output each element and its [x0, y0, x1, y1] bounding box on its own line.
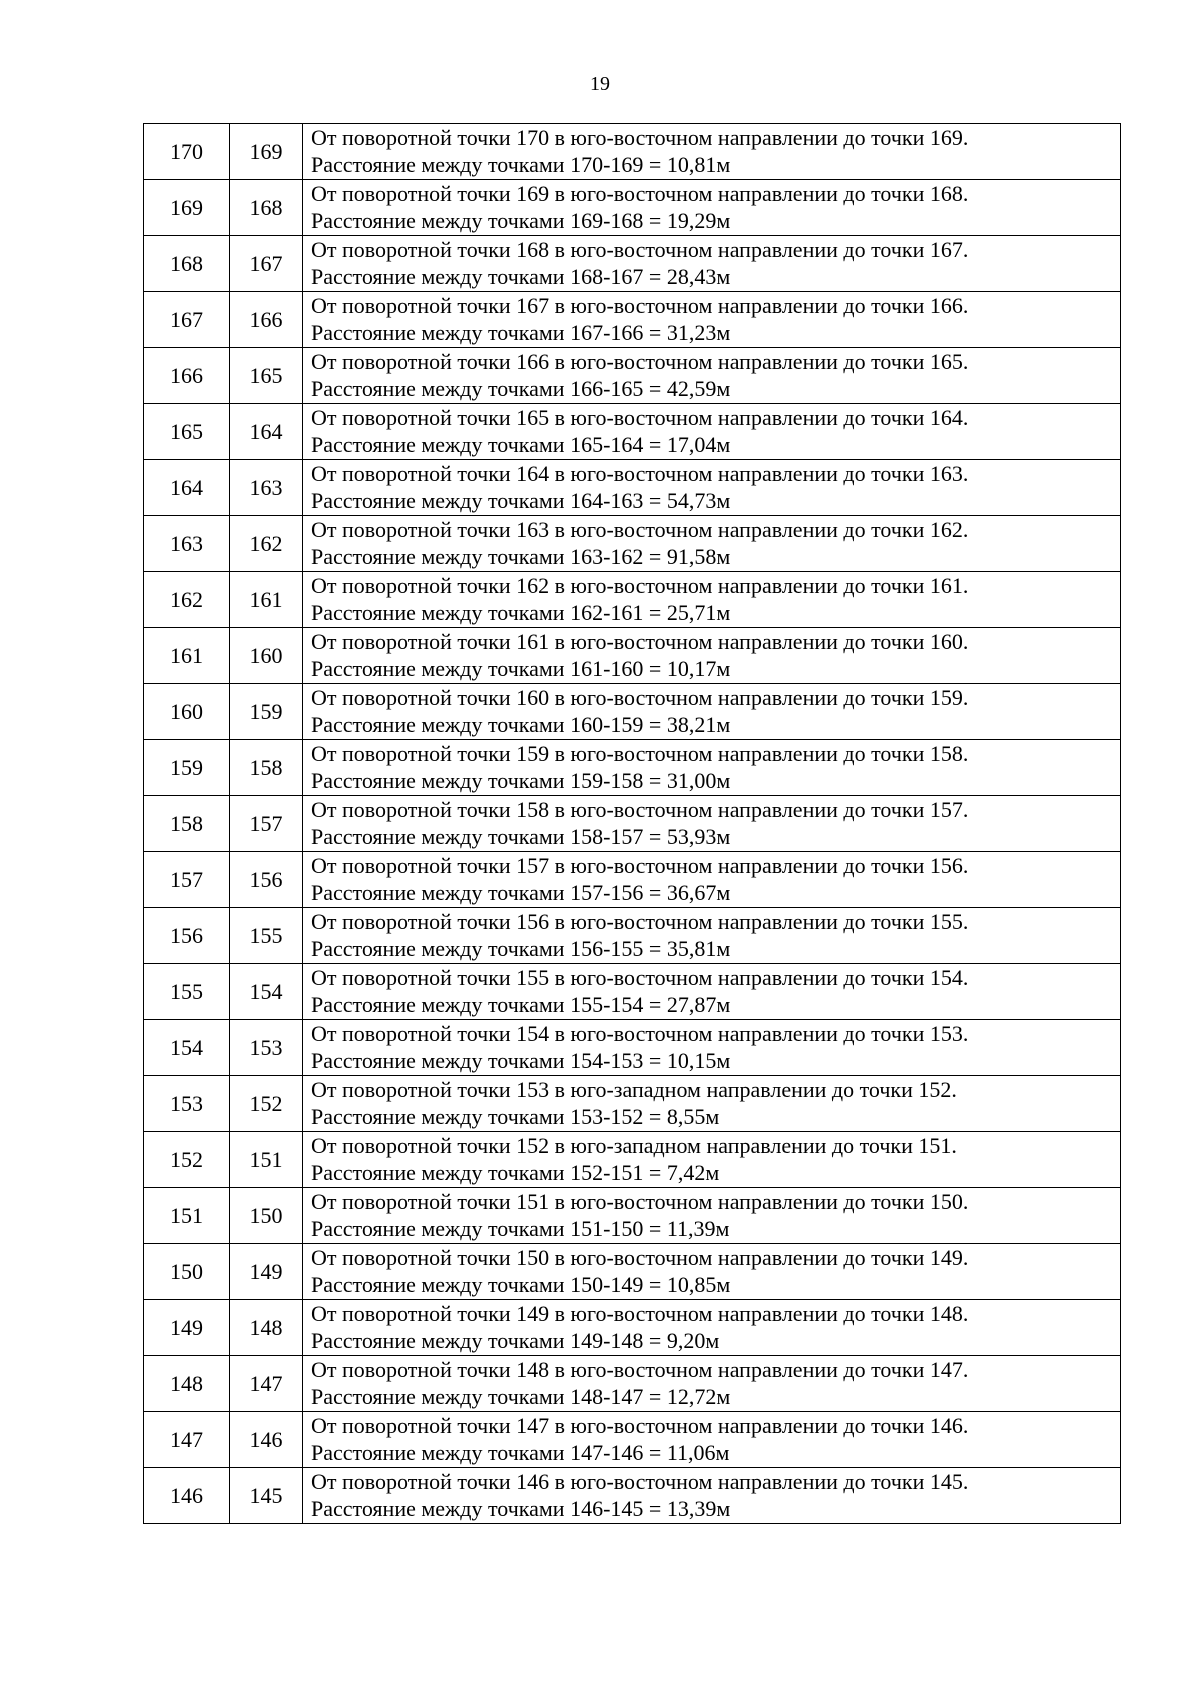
point-to-cell: 146 [230, 1412, 303, 1468]
table-row [144, 1300, 1121, 1356]
distance-text: Расстояние между точками 162-161 = 25,71м [311, 600, 731, 625]
direction-text: От поворотной точки 153 в юго-западном направлении до точки 152. [311, 1077, 957, 1102]
point-from-cell: 158 [144, 796, 230, 852]
direction-text: От поворотной точки 168 в юго-восточном направлении до точки 167. [311, 237, 969, 262]
description-cell [303, 964, 1121, 1020]
point-from-cell: 162 [144, 572, 230, 628]
point-to-cell: 156 [230, 852, 303, 908]
table-row [144, 404, 1121, 460]
description-cell [303, 1188, 1121, 1244]
distance-text: Расстояние между точками 148-147 = 12,72м [311, 1384, 731, 1409]
point-from-cell: 153 [144, 1076, 230, 1132]
distance-text: Расстояние между точками 167-166 = 31,23м [311, 320, 731, 345]
direction-text: От поворотной точки 152 в юго-западном направлении до точки 151. [311, 1133, 957, 1158]
point-from-cell: 152 [144, 1132, 230, 1188]
direction-text: От поворотной точки 163 в юго-восточном направлении до точки 162. [311, 517, 969, 542]
table-row [144, 1412, 1121, 1468]
point-from-cell: 159 [144, 740, 230, 796]
description-cell [303, 796, 1121, 852]
table-row [144, 740, 1121, 796]
description-cell [303, 1244, 1121, 1300]
point-from-cell: 146 [144, 1468, 230, 1524]
point-to-cell: 169 [230, 124, 303, 180]
distance-text: Расстояние между точками 169-168 = 19,29м [311, 208, 731, 233]
point-from-cell: 169 [144, 180, 230, 236]
point-from-cell: 167 [144, 292, 230, 348]
direction-text: От поворотной точки 164 в юго-восточном направлении до точки 163. [311, 461, 969, 486]
distance-text: Расстояние между точками 170-169 = 10,81м [311, 152, 731, 177]
point-to-cell: 165 [230, 348, 303, 404]
description-cell [303, 1020, 1121, 1076]
point-to-cell: 164 [230, 404, 303, 460]
description-cell [303, 908, 1121, 964]
description-cell [303, 404, 1121, 460]
point-to-cell: 168 [230, 180, 303, 236]
distance-text: Расстояние между точками 165-164 = 17,04м [311, 432, 731, 457]
point-from-cell: 164 [144, 460, 230, 516]
point-to-cell: 155 [230, 908, 303, 964]
point-to-cell: 166 [230, 292, 303, 348]
point-from-cell: 149 [144, 1300, 230, 1356]
direction-text: От поворотной точки 160 в юго-восточном направлении до точки 159. [311, 685, 969, 710]
direction-text: От поворотной точки 146 в юго-восточном направлении до точки 145. [311, 1469, 969, 1494]
table-row [144, 180, 1121, 236]
description-cell [303, 180, 1121, 236]
table-row [144, 516, 1121, 572]
direction-text: От поворотной точки 158 в юго-восточном направлении до точки 157. [311, 797, 969, 822]
description-cell [303, 1468, 1121, 1524]
point-from-cell: 168 [144, 236, 230, 292]
table-row [144, 572, 1121, 628]
point-to-cell: 160 [230, 628, 303, 684]
table-row [144, 1468, 1121, 1524]
distance-text: Расстояние между точками 161-160 = 10,17м [311, 656, 731, 681]
table-row [144, 1020, 1121, 1076]
point-to-cell: 161 [230, 572, 303, 628]
table-row [144, 1244, 1121, 1300]
point-from-cell: 150 [144, 1244, 230, 1300]
direction-text: От поворотной точки 147 в юго-восточном направлении до точки 146. [311, 1413, 969, 1438]
direction-text: От поворотной точки 155 в юго-восточном направлении до точки 154. [311, 965, 969, 990]
description-cell [303, 740, 1121, 796]
direction-text: От поворотной точки 151 в юго-восточном направлении до точки 150. [311, 1189, 969, 1214]
distance-text: Расстояние между точками 159-158 = 31,00м [311, 768, 731, 793]
description-cell [303, 684, 1121, 740]
description-cell [303, 124, 1121, 180]
direction-text: От поворотной точки 154 в юго-восточном направлении до точки 153. [311, 1021, 969, 1046]
direction-text: От поворотной точки 156 в юго-восточном направлении до точки 155. [311, 909, 969, 934]
point-to-cell: 152 [230, 1076, 303, 1132]
direction-text: От поворотной точки 150 в юго-восточном направлении до точки 149. [311, 1245, 969, 1270]
direction-text: От поворотной точки 148 в юго-восточном направлении до точки 147. [311, 1357, 969, 1382]
direction-text: От поворотной точки 167 в юго-восточном направлении до точки 166. [311, 293, 969, 318]
point-to-cell: 145 [230, 1468, 303, 1524]
table-row [144, 292, 1121, 348]
description-cell [303, 1412, 1121, 1468]
point-to-cell: 150 [230, 1188, 303, 1244]
description-cell [303, 852, 1121, 908]
point-from-cell: 170 [144, 124, 230, 180]
distance-text: Расстояние между точками 160-159 = 38,21м [311, 712, 731, 737]
direction-text: От поворотной точки 162 в юго-восточном направлении до точки 161. [311, 573, 969, 598]
point-from-cell: 148 [144, 1356, 230, 1412]
point-to-cell: 163 [230, 460, 303, 516]
page-number: 19 [590, 73, 610, 95]
point-to-cell: 153 [230, 1020, 303, 1076]
direction-text: От поворотной точки 169 в юго-восточном направлении до точки 168. [311, 181, 969, 206]
description-cell [303, 1076, 1121, 1132]
point-to-cell: 147 [230, 1356, 303, 1412]
point-from-cell: 161 [144, 628, 230, 684]
distance-text: Расстояние между точками 157-156 = 36,67м [311, 880, 731, 905]
table-row [144, 1356, 1121, 1412]
distance-text: Расстояние между точками 155-154 = 27,87м [311, 992, 731, 1017]
direction-text: От поворотной точки 166 в юго-восточном направлении до точки 165. [311, 349, 969, 374]
point-to-cell: 157 [230, 796, 303, 852]
distance-text: Расстояние между точками 151-150 = 11,39м [311, 1216, 730, 1241]
table-row [144, 236, 1121, 292]
distance-text: Расстояние между точками 150-149 = 10,85м [311, 1272, 731, 1297]
point-to-cell: 151 [230, 1132, 303, 1188]
table-row [144, 1188, 1121, 1244]
distance-text: Расстояние между точками 158-157 = 53,93м [311, 824, 731, 849]
direction-text: От поворотной точки 159 в юго-восточном направлении до точки 158. [311, 741, 969, 766]
direction-text: От поворотной точки 165 в юго-восточном направлении до точки 164. [311, 405, 969, 430]
point-from-cell: 163 [144, 516, 230, 572]
distance-text: Расстояние между точками 164-163 = 54,73м [311, 488, 731, 513]
table-body [144, 124, 1121, 1524]
description-cell [303, 572, 1121, 628]
distance-text: Расстояние между точками 163-162 = 91,58м [311, 544, 731, 569]
point-from-cell: 155 [144, 964, 230, 1020]
table-row [144, 348, 1121, 404]
distance-text: Расстояние между точками 166-165 = 42,59м [311, 376, 731, 401]
point-to-cell: 148 [230, 1300, 303, 1356]
distance-text: Расстояние между точками 168-167 = 28,43м [311, 264, 731, 289]
table-row [144, 628, 1121, 684]
direction-text: От поворотной точки 149 в юго-восточном направлении до точки 148. [311, 1301, 969, 1326]
point-to-cell: 149 [230, 1244, 303, 1300]
description-cell [303, 516, 1121, 572]
distance-text: Расстояние между точками 146-145 = 13,39м [311, 1496, 731, 1521]
distance-text: Расстояние между точками 156-155 = 35,81м [311, 936, 731, 961]
table-row [144, 684, 1121, 740]
direction-text: От поворотной точки 157 в юго-восточном направлении до точки 156. [311, 853, 969, 878]
distance-text: Расстояние между точками 154-153 = 10,15м [311, 1048, 731, 1073]
point-from-cell: 151 [144, 1188, 230, 1244]
distance-text: Расстояние между точками 149-148 = 9,20м [311, 1328, 720, 1353]
table-row [144, 460, 1121, 516]
description-cell [303, 628, 1121, 684]
distance-text: Расстояние между точками 147-146 = 11,06м [311, 1440, 730, 1465]
point-to-cell: 154 [230, 964, 303, 1020]
description-cell [303, 1356, 1121, 1412]
point-from-cell: 165 [144, 404, 230, 460]
description-cell [303, 1300, 1121, 1356]
distance-text: Расстояние между точками 153-152 = 8,55м [311, 1104, 720, 1129]
table-row [144, 908, 1121, 964]
description-cell [303, 236, 1121, 292]
description-cell [303, 1132, 1121, 1188]
point-to-cell: 159 [230, 684, 303, 740]
table-row [144, 1076, 1121, 1132]
point-from-cell: 160 [144, 684, 230, 740]
point-from-cell: 166 [144, 348, 230, 404]
distance-text: Расстояние между точками 152-151 = 7,42м [311, 1160, 720, 1185]
direction-text: От поворотной точки 170 в юго-восточном направлении до точки 169. [311, 125, 969, 150]
point-from-cell: 154 [144, 1020, 230, 1076]
description-cell [303, 460, 1121, 516]
table-row [144, 852, 1121, 908]
boundary-points-table [143, 123, 1121, 1524]
table-row [144, 1132, 1121, 1188]
point-to-cell: 167 [230, 236, 303, 292]
table-row [144, 124, 1121, 180]
description-cell [303, 348, 1121, 404]
point-to-cell: 158 [230, 740, 303, 796]
point-from-cell: 156 [144, 908, 230, 964]
direction-text: От поворотной точки 161 в юго-восточном направлении до точки 160. [311, 629, 969, 654]
description-cell [303, 292, 1121, 348]
table-row [144, 796, 1121, 852]
point-to-cell: 162 [230, 516, 303, 572]
point-from-cell: 157 [144, 852, 230, 908]
table-row [144, 964, 1121, 1020]
point-from-cell: 147 [144, 1412, 230, 1468]
